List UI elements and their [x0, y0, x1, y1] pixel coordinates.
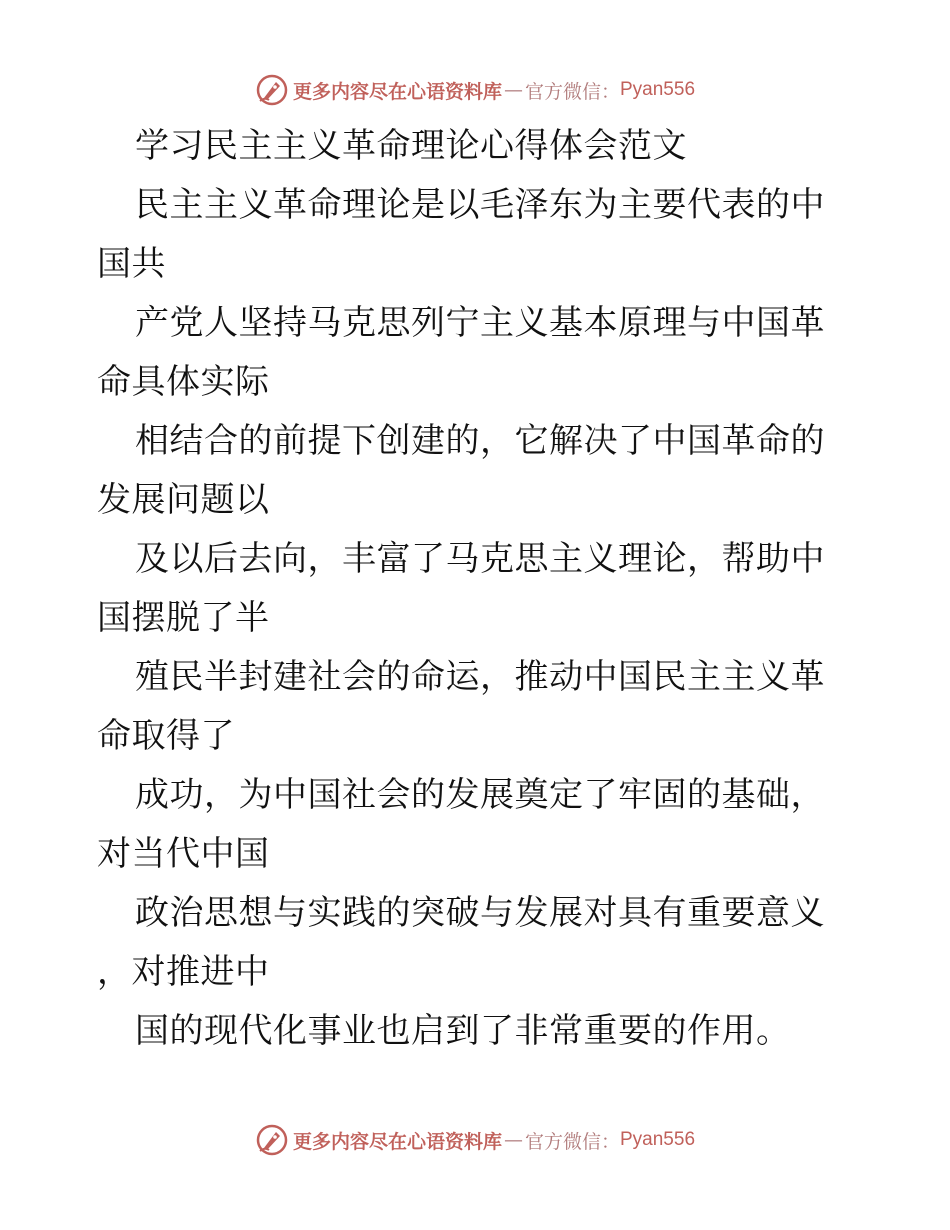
watermark-footer — [0, 1120, 950, 1160]
paragraph-line: 国的现代化事业也启到了非常重要的作用。 — [135, 1011, 791, 1051]
paragraph-line: 及以后去向，丰富了马克思主义理论，帮助中 — [135, 539, 825, 579]
paragraph-line: 成功，为中国社会的发展奠定了牢固的基础， — [135, 775, 825, 815]
paragraph-line-continuation: 对当代中国 — [97, 834, 270, 874]
watermark-wechat-id: Pyan556 — [620, 1129, 696, 1150]
watermark-header — [0, 70, 950, 110]
paragraph-line-continuation: ，对推进中 — [97, 952, 270, 992]
paragraph-line-continuation: 国摆脱了半 — [97, 598, 270, 638]
paragraph-line-continuation: 发展问题以 — [97, 480, 270, 520]
paragraph-line: 民主主义革命理论是以毛泽东为主要代表的中 — [135, 185, 825, 225]
paragraph-line: 相结合的前提下创建的，它解决了中国革命的 — [135, 421, 825, 461]
paragraph-line-continuation: 命具体实际 — [97, 362, 270, 402]
paragraph-line: 殖民半封建社会的命运，推动中国民主主义革 — [135, 657, 825, 697]
pen-nib-logo-icon — [255, 1123, 289, 1157]
document-title: 学习民主主义革命理论心得体会范文 — [135, 126, 687, 166]
watermark-sub-text: 官方微信： — [524, 1130, 620, 1153]
watermark-dash: — — [503, 1129, 523, 1151]
watermark-main-text: 更多内容尽在心语资料库 — [292, 1130, 502, 1153]
watermark-sub-text: 官方微信： — [524, 80, 620, 103]
pen-nib-logo-icon — [255, 73, 289, 107]
paragraph-line: 产党人坚持马克思列宁主义基本原理与中国革 — [135, 303, 825, 343]
watermark-main-text: 更多内容尽在心语资料库 — [292, 80, 502, 103]
watermark-dash: — — [503, 79, 523, 101]
document-body — [97, 117, 857, 1061]
paragraph-line-continuation: 国共 — [97, 244, 166, 284]
watermark-wechat-id: Pyan556 — [620, 79, 696, 100]
paragraph-line: 政治思想与实践的突破与发展对具有重要意义 — [135, 893, 825, 933]
paragraph-line-continuation: 命取得了 — [97, 716, 235, 756]
